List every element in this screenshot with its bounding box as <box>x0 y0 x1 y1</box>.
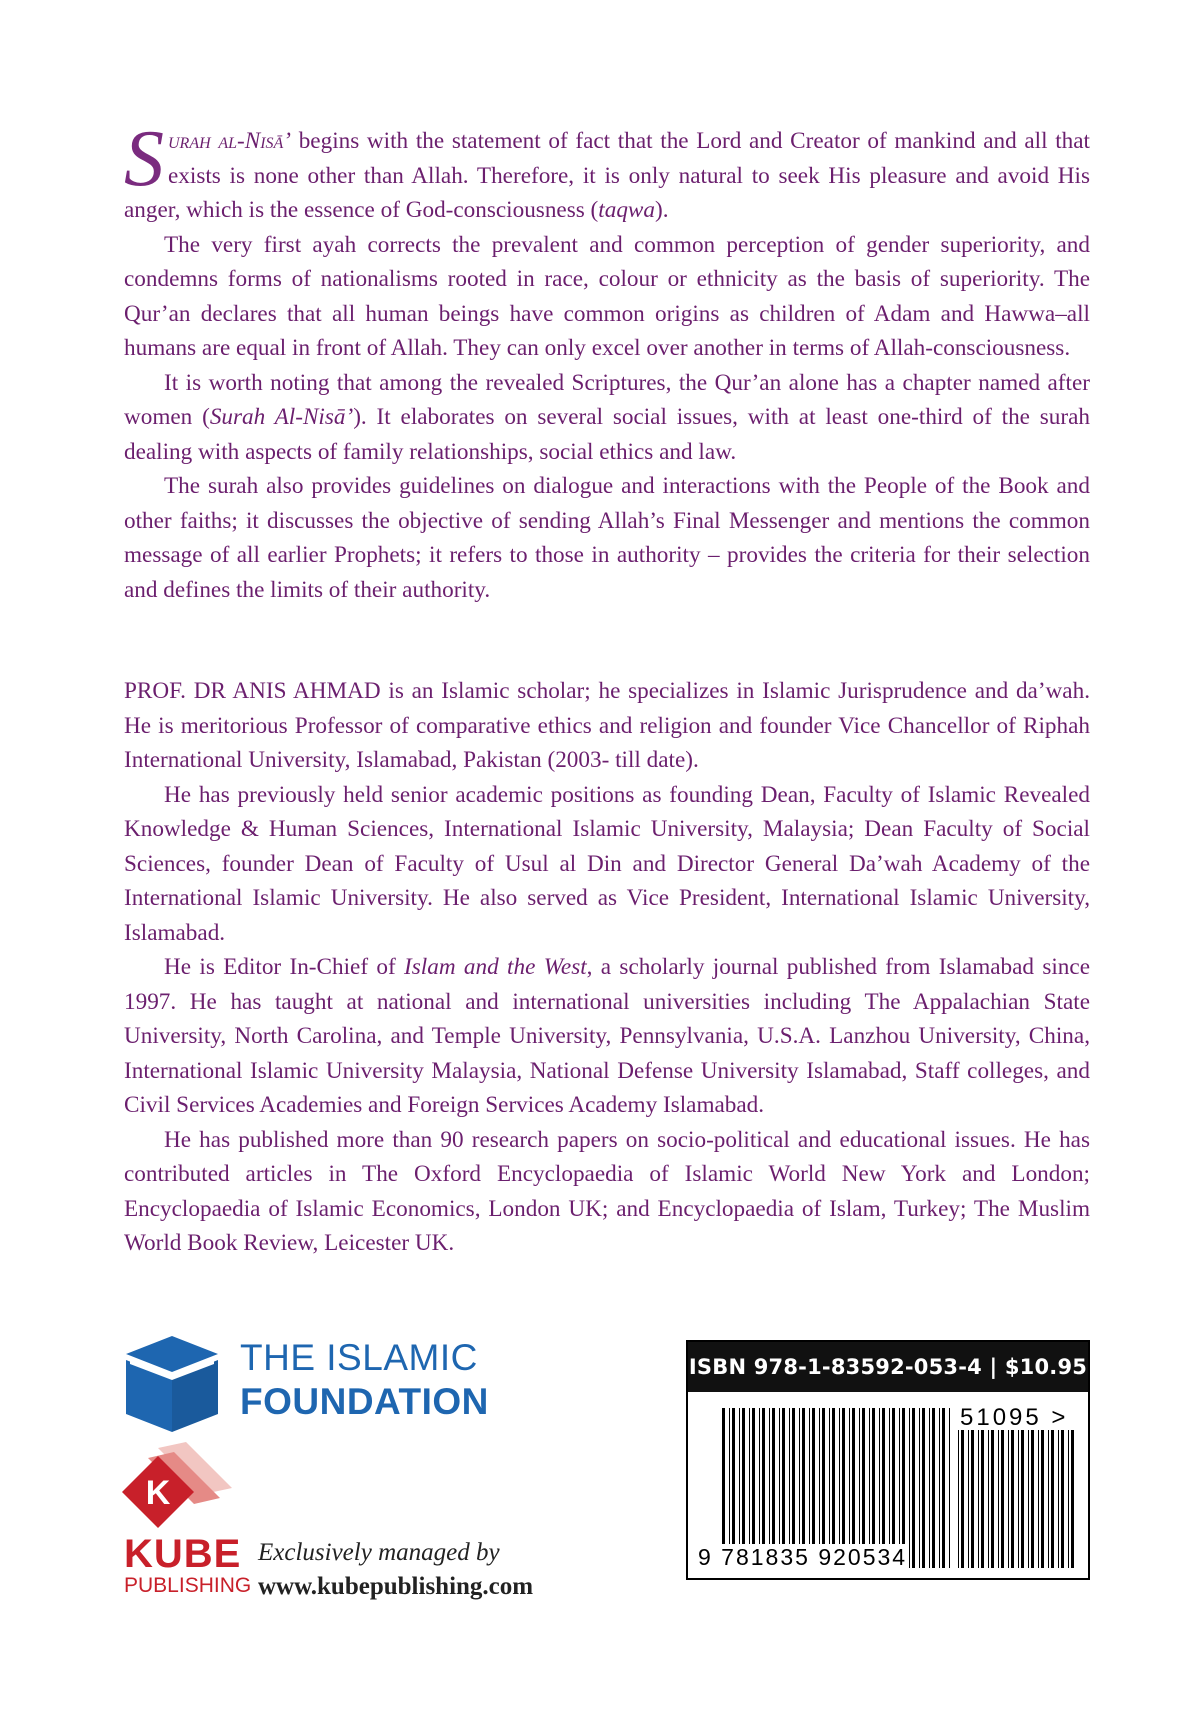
intro-paragraph-2: The very first ayah corrects the prevalent and common perception of gender superiority, and condemns forms of nationalisms rooted in race, colour or ethnicity as the basis of superiority. The Qur’an declares that all human beings have common origins as children of Adam and Hawwa–all humans are equal in front of Allah. They can only excel over another in terms of Allah-consciousness. <box>124 231 1090 361</box>
barcode-bar <box>1068 1430 1069 1568</box>
barcode-bar <box>1008 1430 1009 1568</box>
barcode-bar <box>949 1408 950 1568</box>
barcode-digits: 9 781835 920534 <box>698 1544 908 1570</box>
barcode-bar <box>922 1408 925 1568</box>
author-bio <box>124 674 1090 1261</box>
barcode-bar <box>1051 1430 1054 1568</box>
barcode-bar <box>942 1408 945 1568</box>
barcode-bar <box>968 1430 969 1568</box>
managed-by-text: Exclusively managed by <box>258 1539 500 1566</box>
intro-paragraph-4: The surah also provides guidelines on dialogue and interactions with the People of the Book and other faiths; it discusses the objective of sending Allah’s Final Messenger and mentions the common message of all earlier Prophets; it refers to those in authority – provides the criteria for their selection and defines the limits of their authority. <box>124 473 1090 603</box>
barcode-bar <box>929 1408 930 1568</box>
kube-publishing-label: PUBLISHING <box>124 1574 252 1597</box>
barcode-bar <box>961 1430 964 1568</box>
managed-by <box>258 1536 533 1604</box>
kube-logo-icon <box>122 1440 242 1540</box>
barcode-addon-digits: 51095 > <box>960 1404 1069 1431</box>
barcode-bar <box>912 1408 915 1568</box>
barcode-bar <box>1038 1430 1039 1568</box>
barcode-bar <box>1001 1430 1004 1568</box>
barcode-bar <box>1028 1430 1029 1568</box>
barcode-bar <box>1021 1430 1024 1568</box>
barcode-bar <box>971 1430 974 1568</box>
barcode-bar <box>932 1408 935 1568</box>
barcode-bar <box>998 1430 999 1568</box>
barcode-bar <box>1061 1430 1064 1568</box>
barcode-bar <box>919 1408 920 1568</box>
publisher-website: www.kubepublishing.com <box>258 1573 534 1600</box>
drop-cap: S <box>124 115 164 203</box>
barcode-bar <box>1071 1430 1074 1568</box>
barcode-bar <box>981 1430 984 1568</box>
author-paragraph-4: He has published more than 90 research papers on socio-political and educational issues. He has contributed articles in The Oxford Encyclopaedia of Islamic World New York and London; Encyclopaedia of Islamic Economics, London UK; and Encyclopaedia of Islam, Turkey; The Muslim World Book Review, Leicester UK. <box>124 1126 1090 1256</box>
intro-paragraph-3: It is worth noting that among the revealed Scriptures, the Qur’an alone has a chapter named after women (Surah Al-Nisā’). It elaborates on several social issues, with at least one-third of the surah dealing with aspects of family relationships, social ethics and law. <box>124 369 1091 465</box>
barcode-box <box>686 1340 1090 1580</box>
author-paragraph-3: He is Editor In-Chief of Islam and the West, a scholarly journal published from Islamabad since 1997. He has taught at national and international universities including The Appalachian State University, North Carolina, and Temple University, Pennsylvania, U.S.A. Lanzhou University, China, International Islamic University Malaysia, National Defense University Islamabad, Staff colleges, and Civil Services Academies and Foreign Services Academy Islamabad. <box>124 954 1090 1118</box>
barcode-bar <box>958 1430 959 1568</box>
intro-paragraph-1: Surah al-Nisā’ begins with the statement of fact that the Lord and Creator of mankind and all that exists is none other than Allah. Therefore, it is only natural to seek His pleasure and avoid His anger, which is the essence of God-consciousness (taqwa). <box>124 115 1091 223</box>
barcode-bar <box>988 1430 989 1568</box>
barcode-bar <box>1018 1430 1019 1568</box>
barcode-bar <box>1048 1430 1049 1568</box>
barcode-bar <box>991 1430 994 1568</box>
taqwa-term: taqwa <box>598 197 655 223</box>
journal-title: Islam and the West <box>404 954 587 980</box>
author-paragraph-2: He has previously held senior academic positions as founding Dean, Faculty of Islamic Revealed Knowledge & Human Sciences, International Islamic University, Malaysia; Dean Faculty of Social Sciences, founder Dean of Faculty of Usul al Din and Director General Da’wah Academy of the International Islamic University. He also served as Vice President, International Islamic University, Islamabad. <box>124 781 1090 946</box>
surah-title: urah al-Nisā’ <box>168 128 292 154</box>
author-paragraph-1: PROF. DR ANIS AHMAD is an Islamic scholar; he specializes in Islamic Jurisprudence and da’wah. He is meritorious Professor of comparative ethics and religion and founder Vice Chancellor of Riphah International University, Islamabad, Pakistan (2003- till date). <box>124 678 1090 773</box>
barcode-bar <box>1031 1430 1034 1568</box>
isbn-price-banner: ISBN 978-1-83592-053-4 | $10.95 <box>688 1342 1088 1392</box>
barcode-bar <box>978 1430 979 1568</box>
barcode-bar <box>939 1408 940 1568</box>
kube-wordmark: KUBE <box>124 1532 242 1576</box>
barcode-bar <box>909 1408 910 1568</box>
kube-mark-letter: K <box>145 1474 171 1512</box>
barcode-bar <box>1058 1430 1059 1568</box>
intro-text <box>124 115 1091 607</box>
barcode-bar <box>1011 1430 1014 1568</box>
barcode-bar <box>1041 1430 1044 1568</box>
islamic-foundation-wordmark: THE ISLAMIC FOUNDATION <box>240 1337 489 1422</box>
